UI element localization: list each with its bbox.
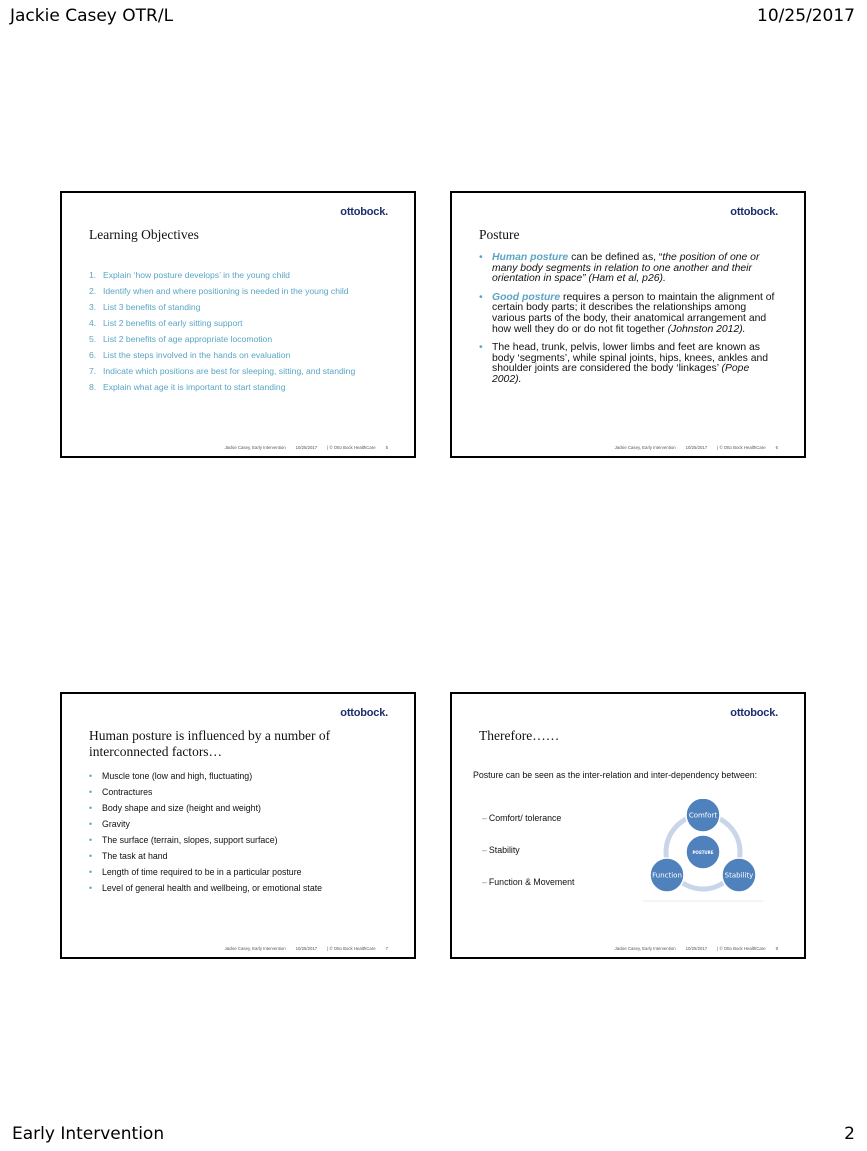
slide-title: Therefore…… [479, 728, 560, 743]
slide-posture-factors [60, 692, 416, 959]
slide-therefore [450, 692, 806, 959]
page-number: 2 [844, 1124, 855, 1144]
list-item: 7. Indicate which positions are best for sleeping, sitting, and standing [89, 366, 356, 376]
footer-title: Early Intervention [12, 1124, 165, 1144]
ottobock-logo: ottobock. [340, 707, 388, 719]
objectives-list [89, 267, 399, 395]
list-item: 1. Explain ‘how posture develops’ in the young child [89, 270, 290, 280]
list-item: – Stability [482, 845, 520, 855]
list-item: 5. List 2 benefits of age appropriate locomotion [89, 334, 273, 344]
list-item: • The surface (terrain, slopes, support surface) [89, 835, 278, 845]
list-item: • The task at hand [89, 851, 168, 861]
list-item: 2. Identify when and where positioning is needed in the young child [89, 286, 349, 296]
page-footer [0, 1124, 867, 1148]
list-item: 3. List 3 benefits of standing [89, 302, 201, 312]
slide-title: Human posture is influenced by a number of interconnected factors… [89, 728, 331, 759]
factors-list [89, 768, 389, 896]
ottobock-logo: ottobock. [730, 206, 778, 218]
list-item: • Human posture can be defined as, “the position of one or many body segments in relation to one another and their orientation in space” (Ham et al, p26). [479, 252, 760, 285]
list-item: – Function & Movement [482, 877, 575, 887]
stability-label: Stability [724, 871, 754, 880]
list-item: • Muscle tone (low and high, fluctuating) [89, 771, 253, 781]
list-item: 4. List 2 benefits of early sitting support [89, 318, 243, 328]
header-date: 10/25/2017 [757, 6, 855, 26]
list-item: • Level of general health and wellbeing, or emotional state [89, 883, 323, 893]
slide-footer: Jackie Casey, Early Intervention 10/25/2017 | © Otto Bock HealthCare 8 [614, 946, 778, 951]
list-item: 6. List the steps involved in the hands on evaluation [89, 350, 291, 360]
intro-text: Posture can be seen as the inter-relation and inter-dependency between: [473, 770, 758, 780]
posture-cycle-diagram [638, 799, 768, 909]
slide-footer: Jackie Casey, Early Intervention 10/25/2017 | © Otto Bock HealthCare 6 [614, 445, 778, 450]
page-header [0, 6, 867, 32]
ottobock-logo: ottobock. [340, 206, 388, 218]
slide-learning-objectives [60, 191, 416, 458]
slide-footer: Jackie Casey, Early Intervention 10/25/2017 | © Otto Bock HealthCare 7 [224, 946, 388, 951]
header-author: Jackie Casey OTR/L [10, 6, 174, 26]
list-item: • Body shape and size (height and weight) [89, 803, 261, 813]
slide-title: Posture [479, 227, 520, 242]
function-label: Function [652, 871, 682, 880]
list-item: 8. Explain what age it is important to start standing [89, 382, 286, 392]
ottobock-logo: ottobock. [730, 707, 778, 719]
list-item: • Length of time required to be in a particular posture [89, 867, 302, 877]
slide-footer: Jackie Casey, Early Intervention 10/25/2017 | © Otto Bock HealthCare 5 [224, 445, 388, 450]
posture-bullets [479, 253, 779, 394]
slide-title: Learning Objectives [89, 227, 199, 242]
list-item: – Comfort/ tolerance [482, 813, 562, 823]
list-item: • Good posture requires a person to maintain the alignment of certain body parts; it describes the relationships among various parts of the body, their anatomical arrangement and how well they do or do not fit together (Johnston 2012). [479, 291, 775, 335]
center-label: POSTURE [692, 850, 714, 855]
list-item: • Gravity [89, 819, 130, 829]
dash-list [482, 812, 574, 908]
list-item: • The head, trunk, pelvis, lower limbs and feet are known as body ‘segments’, while spinal joints, hips, knees, ankles and shoulder joints are considered the body ‘linkages’ (Pope 2002). [479, 342, 769, 385]
comfort-label: Comfort [688, 811, 718, 820]
slide-posture [450, 191, 806, 458]
list-item: • Contractures [89, 787, 153, 797]
